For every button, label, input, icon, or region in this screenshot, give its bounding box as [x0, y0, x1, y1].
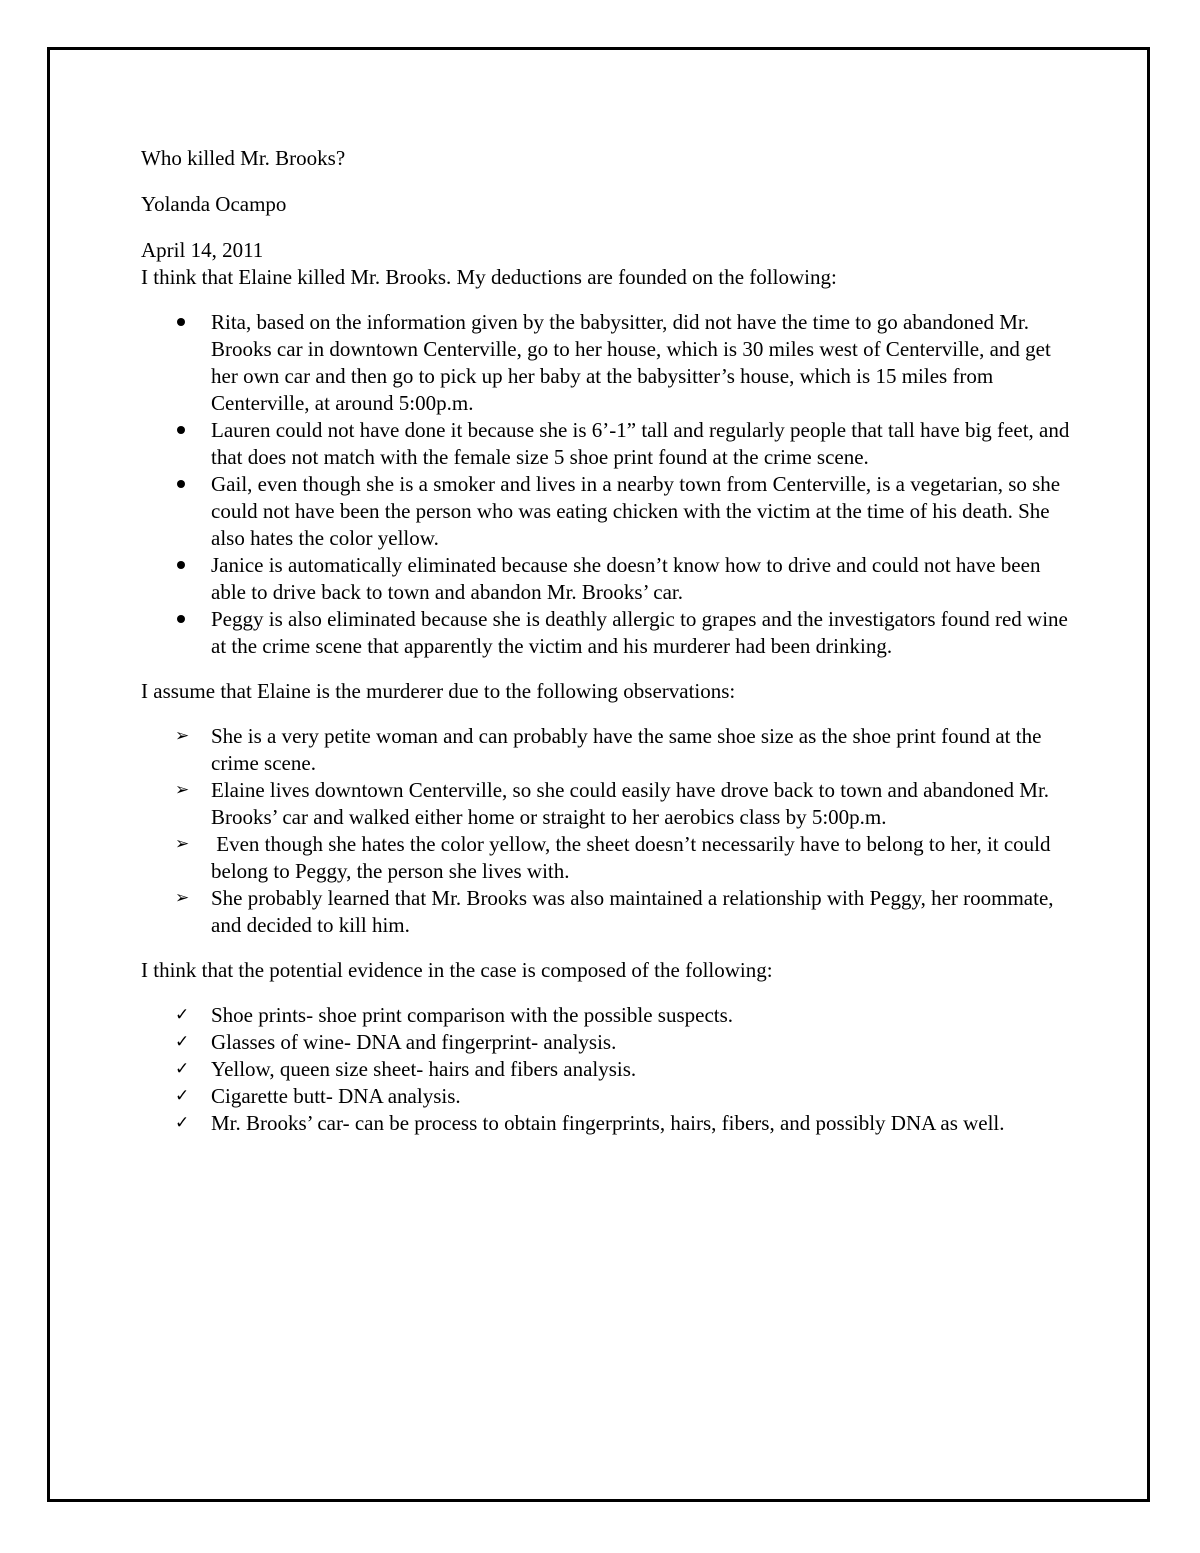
list-item-text: Rita, based on the information given by the babysitter, did not have the time to go abandoned Mr. Brooks car in downtown Centerville, go to her house, which is 30 miles west of Centerville, and get her own car and then go to pick up her baby at the babysitter’s house, which is 15 miles from Centerville, at around 5:00p.m.: [211, 310, 1051, 415]
list-item-text: Glasses of wine- DNA and fingerprint- analysis.: [211, 1030, 617, 1054]
observations-list: [141, 723, 1071, 939]
list-item-text: She probably learned that Mr. Brooks was also maintained a relationship with Peggy, her roommate, and decided to kill him.: [211, 886, 1054, 937]
bullet-dot-icon: [175, 417, 199, 444]
author-name: Yolanda Ocampo: [141, 192, 287, 216]
list-item: [141, 723, 1071, 777]
list-item: [141, 1002, 1071, 1029]
list-item: [141, 309, 1071, 417]
list-item-text: Cigarette butt- DNA analysis.: [211, 1084, 461, 1108]
list-item: [141, 1110, 1071, 1137]
list-item-text: Even though she hates the color yellow, the sheet doesn’t necessarily have to belong to her, it could belong to Peggy, the person she lives with.: [211, 832, 1056, 883]
arrow-bullet-icon: ➢: [175, 780, 190, 800]
list-item: [141, 471, 1071, 552]
list-item-text: Shoe prints- shoe print comparison with the possible suspects.: [211, 1003, 734, 1027]
list-item: [141, 606, 1071, 660]
document-title: Who killed Mr. Brooks?: [141, 146, 346, 170]
checkmark-icon: ✓: [175, 1005, 190, 1025]
list-item-text: Janice is automatically eliminated because she doesn’t know how to drive and could not have been able to drive back to town and abandon Mr. Brooks’ car.: [211, 553, 1041, 604]
list-item-text: Mr. Brooks’ car- can be process to obtain fingerprints, hairs, fibers, and possibly DNA as well.: [211, 1111, 1005, 1135]
list-item-text: Lauren could not have done it because she is 6’-1” tall and regularly people that tall have big feet, and that does not match with the female size 5 shoe print found at the crime scene.: [211, 418, 1070, 469]
document-body: [141, 141, 1071, 1137]
checkmark-icon: ✓: [175, 1059, 190, 1079]
checkmark-icon: ✓: [175, 1032, 190, 1052]
document-date: April 14, 2011: [141, 238, 264, 262]
bullet-dot-icon: [175, 471, 199, 498]
list-item: [141, 777, 1071, 831]
arrow-bullet-icon: ➢: [175, 888, 190, 908]
bullet-dot-icon: [175, 309, 199, 336]
deductions-list: [141, 309, 1071, 660]
section-deductions-intro: I think that Elaine killed Mr. Brooks. My deductions are founded on the following:: [141, 265, 837, 289]
bullet-dot-icon: [175, 606, 199, 633]
evidence-list: [141, 1002, 1071, 1137]
list-item-text: Gail, even though she is a smoker and lives in a nearby town from Centerville, is a vegetarian, so she could not have been the person who was eating chicken with the victim at the time of his death. She also hates the color yellow.: [211, 472, 1061, 550]
list-item: [141, 831, 1071, 885]
list-item: [141, 1083, 1071, 1110]
checkmark-icon: ✓: [175, 1113, 190, 1133]
section-observations-intro: I assume that Elaine is the murderer due to the following observations:: [141, 679, 736, 703]
arrow-bullet-icon: ➢: [175, 834, 190, 854]
list-item: [141, 885, 1071, 939]
list-item: [141, 417, 1071, 471]
section-evidence-intro: I think that the potential evidence in the case is composed of the following:: [141, 958, 773, 982]
list-item-text: Peggy is also eliminated because she is deathly allergic to grapes and the investigators found red wine at the crime scene that apparently the victim and his murderer had been drinking.: [211, 607, 1068, 658]
arrow-bullet-icon: ➢: [175, 726, 190, 746]
list-item: [141, 1056, 1071, 1083]
list-item-text: Elaine lives downtown Centerville, so she could easily have drove back to town and abandoned Mr. Brooks’ car and walked either home or straight to her aerobics class by 5:00p.m.: [211, 778, 1050, 829]
bullet-dot-icon: [175, 552, 199, 579]
checkmark-icon: ✓: [175, 1086, 190, 1106]
list-item: [141, 552, 1071, 606]
list-item-text: Yellow, queen size sheet- hairs and fibers analysis.: [211, 1057, 637, 1081]
list-item-text: She is a very petite woman and can probably have the same shoe size as the shoe print found at the crime scene.: [211, 724, 1042, 775]
list-item: [141, 1029, 1071, 1056]
